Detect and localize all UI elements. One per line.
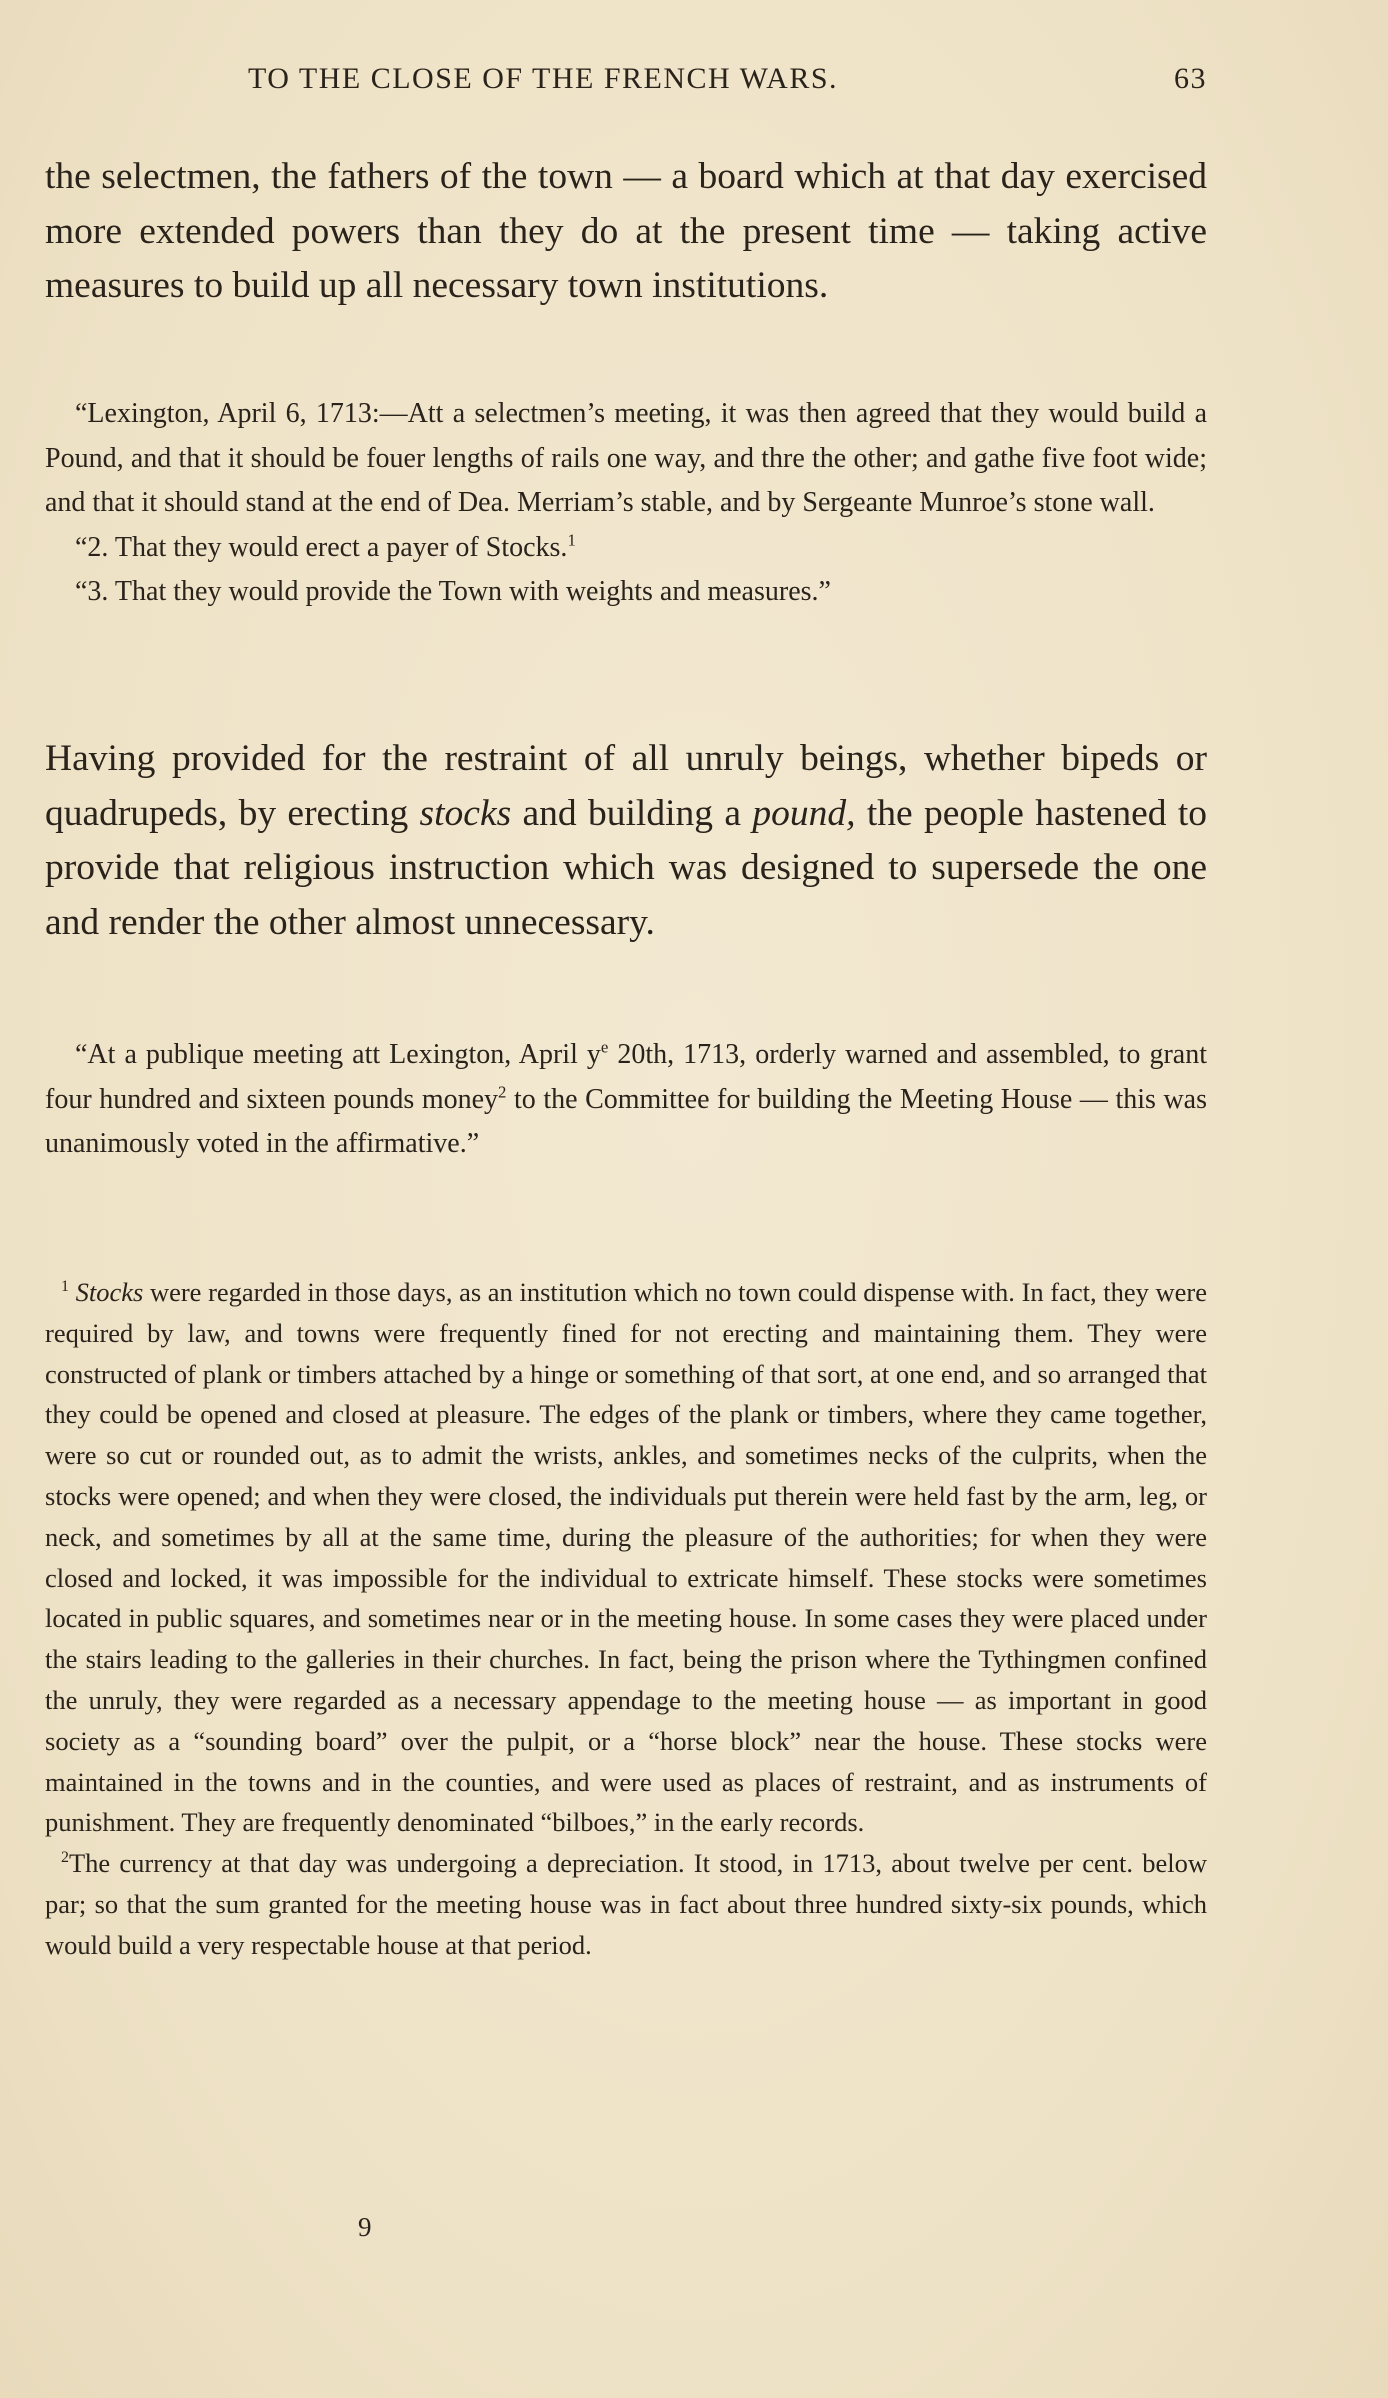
footnote-marker-2: 2 [61, 1849, 69, 1867]
footnote-2 [45, 1843, 1207, 1965]
text-run: the people hastened to provide that religious instruction which was designed to supersede the one and render the other almost unnecessary. [45, 792, 1207, 943]
text-run: “At a publique meeting att Lexington, April y [75, 1039, 601, 1070]
quote-item-3: “3. That they would provide the Town with weights and measures.” [75, 576, 831, 607]
footnote-italic-stocks: Stocks [75, 1277, 144, 1307]
quote-item-2-text: “2. That they would erect a payer of Stocks. [75, 531, 568, 563]
footnote-ref-2: 2 [498, 1082, 507, 1102]
quote-pound-text: “Lexington, April 6, 1713:—Att a selectmen’s meeting, it was then agreed that they would build a Pound, and that it should be fouer lengths of rails one way, and thre the other; and gathe five foot wide; and that it should stand at the end of Dea. Merriam’s stable, and by Sergeante Munroe’s stone wall. [45, 398, 1207, 518]
paragraph-restraint [45, 732, 1207, 950]
page-number: 63 [1174, 62, 1207, 95]
italic-pound: pound, [752, 792, 856, 834]
footnote-1 [45, 1272, 1207, 1843]
paragraph-restraint-text [45, 732, 1207, 950]
paragraph-selectmen [45, 150, 1207, 314]
footnote-marker-1: 1 [61, 1278, 69, 1296]
footnote-1-text: were regarded in those days, as an institution which no town could dispense with. In fact, they were required by law, and towns were frequently fined for not erecting and maintaining them. They were constructed of plank or timbers attached by a hinge or something of that sort, at one end, and so arranged that they could be opened and closed at pleasure. The edges of the plank or timbers, where they came together, were so cut or rounded out, as to admit the wrists, ankles, and sometimes necks of the culprits, when the stocks were opened; and when they were closed, the individuals put therein were held fast by the arm, leg, or neck, and sometimes by all at the same time, during the pleasure of the authorities; for when they were closed and locked, it was impossible for the individual to extricate himself. These stocks were sometimes located in public squares, and sometimes near or in the meeting house. In some cases they were placed under the stairs leading to the galleries in their churches. In fact, being the prison where the Tythingmen confined the unruly, they were regarded as a necessary appendage to the meeting house — as important in good society as a “sounding board” over the pulpit, or a “horse block” near the house. These stocks were maintained in the towns and in the counties, and were used as places of restraint, and as instruments of punishment. They are frequently denominated “bilboes,” in the early records. [45, 1277, 1208, 1838]
quote-meeting [45, 1033, 1207, 1167]
text-run: to the Committee for building the Meeting House — this was unanimously voted in the affirmative.” [45, 1083, 1207, 1159]
footnote-2-text: The currency at that day was undergoing a depreciation. It stood, in 1713, about twelve per cent. below par; so that the sum granted for the meeting house was in fact about three hundred sixty-six pounds, which would build a very respectable house at that period. [45, 1848, 1207, 1960]
footnote-ref-1: 1 [567, 530, 576, 550]
running-title: TO THE CLOSE OF THE FRENCH WARS. [248, 62, 839, 95]
text-run: 20th, 1713, orderly warned and assembled, to grant four hundred and sixteen pounds money [45, 1039, 1207, 1115]
signature-mark: 9 [358, 2212, 372, 2242]
text-run: Having provided for the restraint of all unruly beings, whether bipeds or quadrupeds, by erecting [45, 738, 1207, 834]
running-head [45, 62, 1207, 106]
quote-meeting-text [45, 1033, 1207, 1167]
superscript-e: e [600, 1037, 609, 1057]
paragraph-text: the selectmen, the fathers of the town — a board which at that day exercised more extended powers than they do at the present time — taking active measures to build up all necessary town institutions. [45, 156, 1207, 306]
quote-item-2 [45, 526, 1207, 571]
text-run: and building a [511, 792, 753, 834]
quote-pound [45, 392, 1207, 615]
footnotes [45, 1272, 1207, 1966]
italic-stocks: stocks [419, 792, 512, 834]
